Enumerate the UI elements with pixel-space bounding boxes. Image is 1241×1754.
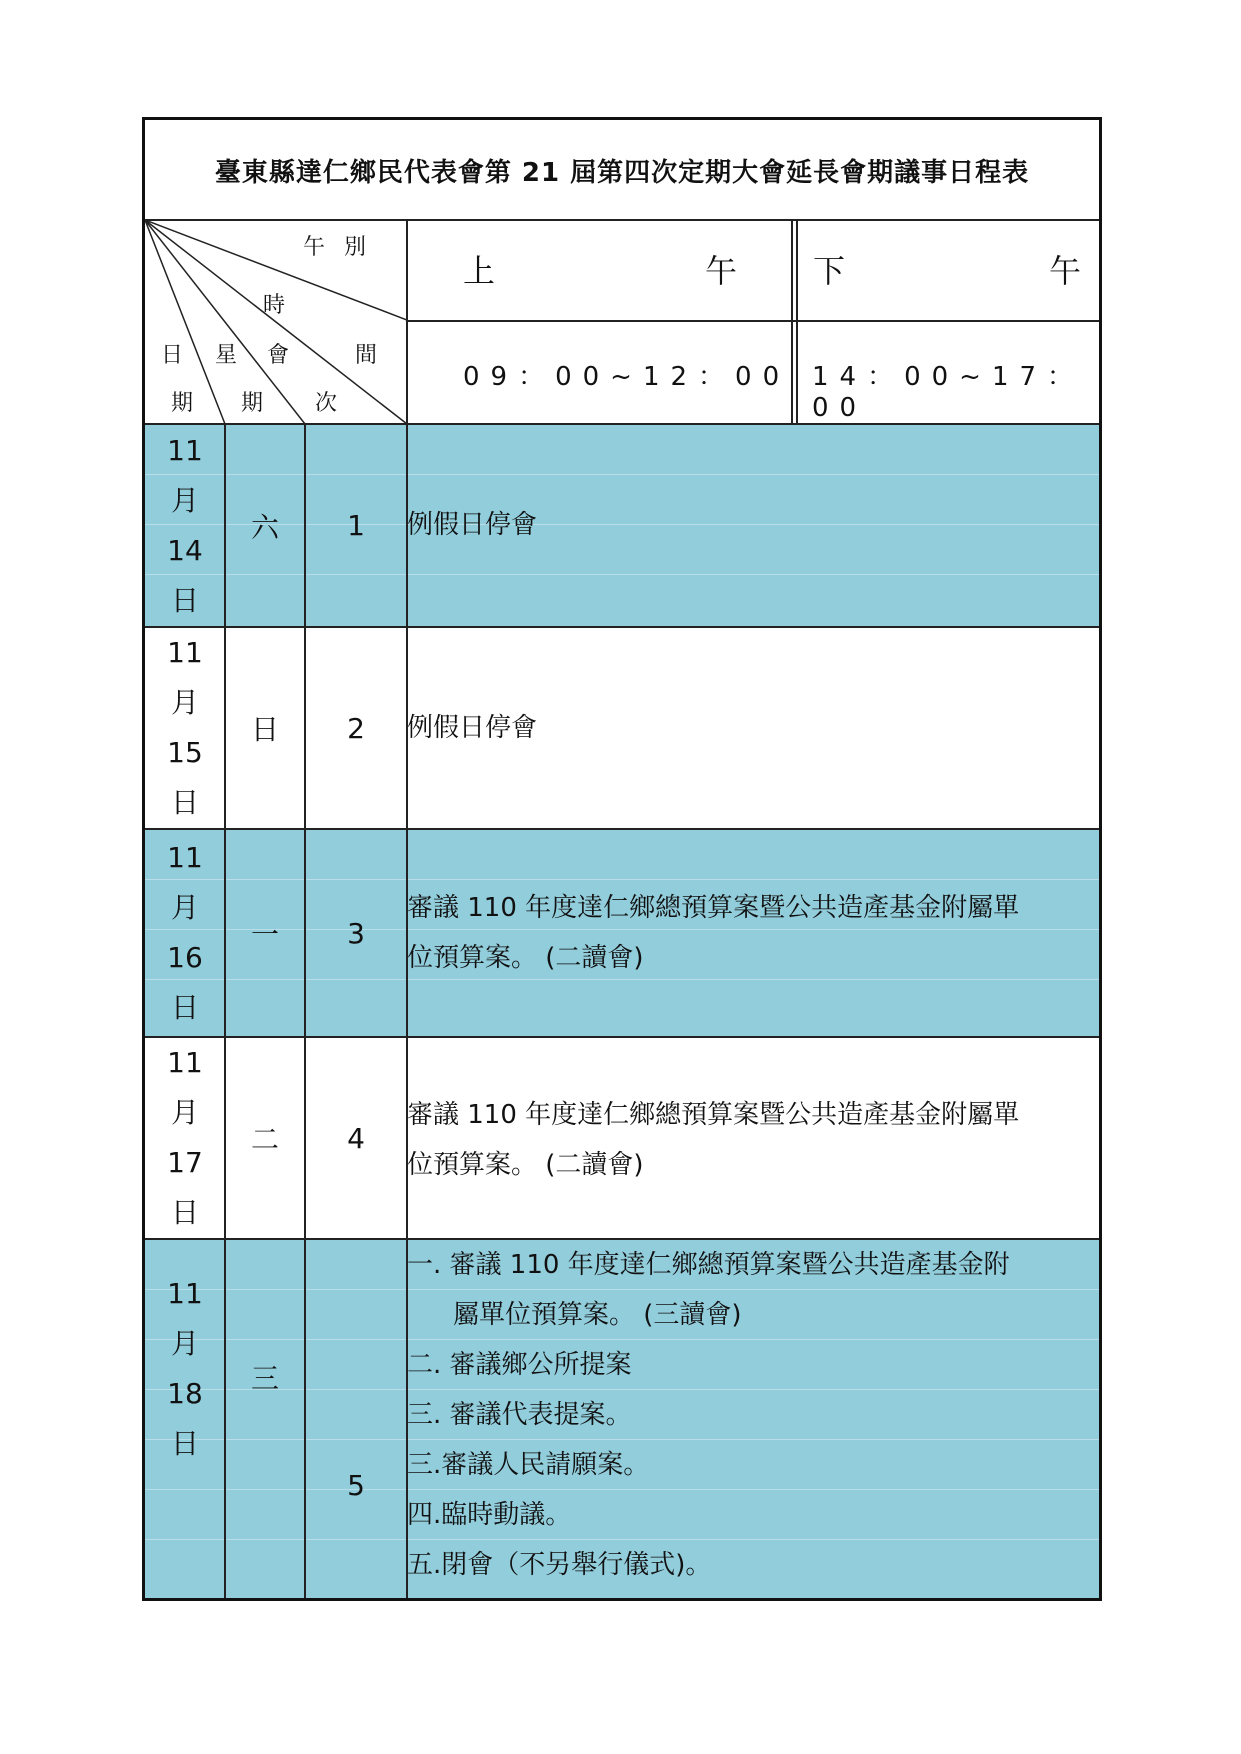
row-3-agenda-line-2: 位預算案。 (二讀會) <box>407 943 644 973</box>
row-1-month-unit: 月 <box>170 483 199 517</box>
row-2-day-unit: 日 <box>170 786 199 819</box>
row-3-session: 3 <box>347 916 365 950</box>
row-5-agenda-line-1: 一. 審議 110 年度達仁鄉總預算案暨公共造產基金附 <box>407 1250 1010 1280</box>
row-5-agenda-line-3: 二. 審議鄉公所提案 <box>407 1350 632 1380</box>
row-5-agenda-line-4: 三. 審議代表提案。 <box>407 1400 632 1430</box>
row-2-agenda-line: 例假日停會 <box>407 713 538 743</box>
row-4-day-unit: 日 <box>170 1196 199 1229</box>
row-2-weekday: 日 <box>250 713 279 746</box>
row-5-agenda-line-5: 三.審議人民請願案。 <box>407 1450 650 1480</box>
header-label-ri: 日 <box>161 343 184 368</box>
header-label-jian: 間 <box>355 343 378 368</box>
row-2-month: 11 <box>167 636 203 669</box>
row-5-date <box>147 1239 223 1499</box>
am-header-right: 午 <box>705 252 738 290</box>
header-label-shi: 時 <box>263 293 286 318</box>
am-pm-divider-b <box>796 220 798 424</box>
row-5-weekday: 三 <box>250 1362 279 1395</box>
row-2-month-unit: 月 <box>170 686 199 719</box>
row-5-month-unit: 月 <box>170 1327 199 1360</box>
row-4-agenda-line-2: 位預算案。 (二讀會) <box>407 1150 644 1180</box>
row-5-agenda-line-2: 屬單位預算案。 (三讀會) <box>453 1300 742 1330</box>
row-5-session: 5 <box>347 1468 365 1502</box>
pm-header-left: 下 <box>813 252 846 290</box>
title-divider <box>145 219 1099 221</box>
row-2-session: 2 <box>347 711 365 745</box>
pm-header-right: 午 <box>1049 252 1082 290</box>
row-1-day-unit: 日 <box>170 583 199 617</box>
row-2-agenda <box>407 703 1097 753</box>
header-label-qi-1: 期 <box>171 391 194 416</box>
row-4-session: 4 <box>347 1121 365 1155</box>
row-1-weekday: 六 <box>250 510 279 544</box>
row-5-agenda-line-7: 五.閉會（不另舉行儀式)。 <box>407 1550 712 1580</box>
row-1-session: 1 <box>347 509 365 542</box>
row-5-day-unit: 日 <box>170 1427 199 1460</box>
schedule-table <box>142 117 1102 1601</box>
header-label-qi-2: 期 <box>241 391 264 416</box>
am-header-left: 上 <box>463 252 496 290</box>
row-3-weekday: 一 <box>250 918 279 951</box>
row-4-month: 11 <box>167 1046 203 1079</box>
row-3-agenda <box>407 883 1097 983</box>
header-label-hui: 會 <box>267 343 290 368</box>
row-1-agenda-line: 例假日停會 <box>407 510 538 540</box>
row-5-agenda-line-6: 四.臨時動議。 <box>407 1500 572 1530</box>
pm-time-range: 14：00~17：00 <box>812 362 1085 423</box>
row-3-day: 16 <box>167 941 203 974</box>
row-3-date <box>147 829 223 1037</box>
row-3-month: 11 <box>167 841 203 874</box>
row-5-day: 18 <box>167 1377 203 1410</box>
header-label-wu-bie: 午 別 <box>303 235 372 260</box>
am-time-range: 09：00~12：00 <box>463 362 791 392</box>
header-mid-line <box>407 320 1099 322</box>
page-title: 臺東縣達仁鄉民代表會第 21 屆第四次定期大會延長會期議事日程表 <box>214 157 1030 188</box>
row-1-day: 14 <box>167 533 203 567</box>
row-4-day: 17 <box>167 1146 203 1179</box>
row-5-agenda <box>407 1240 1097 1590</box>
row-4-agenda <box>407 1090 1097 1190</box>
row-1-month: 11 <box>167 433 203 467</box>
row-2-day: 15 <box>167 736 203 769</box>
row-4-agenda-line-1: 審議 110 年度達仁鄉總預算案暨公共造產基金附屬單 <box>407 1100 1020 1130</box>
row-4-date <box>147 1037 223 1239</box>
row-1-date <box>147 424 223 627</box>
row-4-month-unit: 月 <box>170 1096 199 1129</box>
row-3-month-unit: 月 <box>170 891 199 924</box>
row-1-agenda <box>407 500 1097 550</box>
row-3-agenda-line-1: 審議 110 年度達仁鄉總預算案暨公共造產基金附屬單 <box>407 893 1020 923</box>
row-3-day-unit: 日 <box>170 991 199 1024</box>
header-label-xing: 星 <box>215 343 238 368</box>
am-pm-divider-a <box>791 220 793 424</box>
row-5-month: 11 <box>167 1277 203 1310</box>
row-2-date <box>147 627 223 829</box>
header-label-ci: 次 <box>315 391 338 416</box>
row-4-weekday: 二 <box>250 1123 279 1156</box>
